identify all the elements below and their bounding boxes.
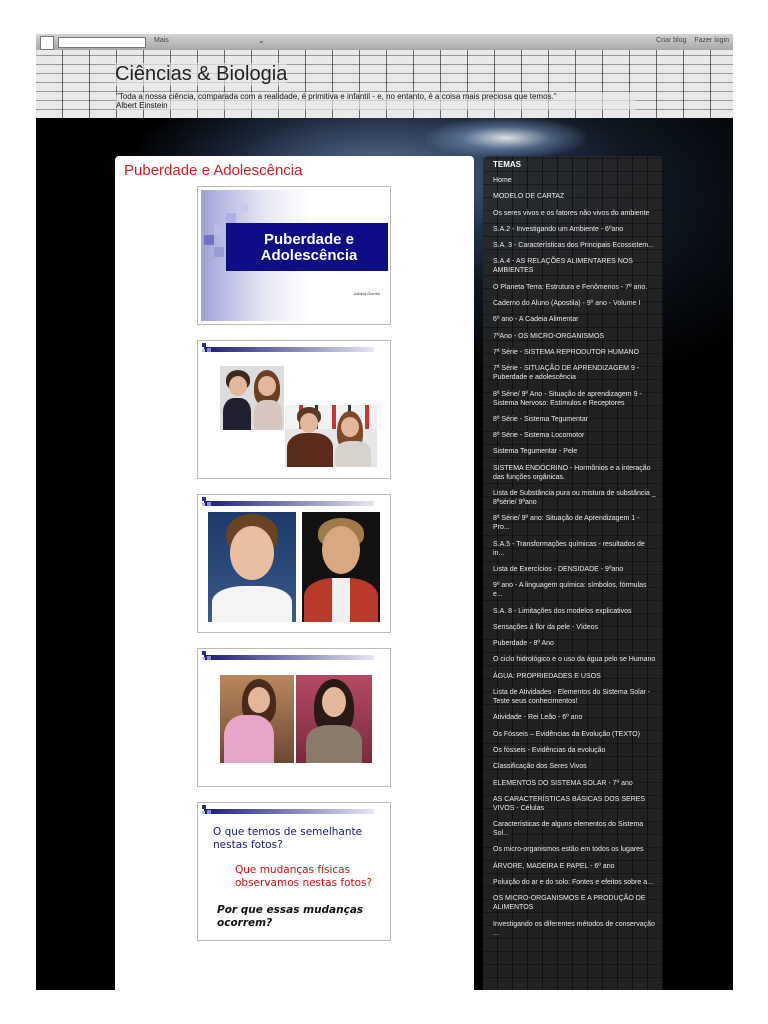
blog-description-quote: "Toda a nossa ciência, comparada com a realidade, é primitiva e infantil - e, no entanto, é a coisa mais preciosa que temos." <box>116 92 557 101</box>
sidebar-link[interactable]: O Planeta Terra: Estrutura e Fenômenos - 7º ano. <box>493 283 648 291</box>
create-blog-link[interactable]: Criar blog <box>656 37 687 44</box>
sidebar-link[interactable]: ELEMENTOS DO SISTEMA SOLAR - 7º ano <box>493 779 633 787</box>
face <box>229 376 247 396</box>
slide-image-1[interactable] <box>197 186 391 325</box>
earth-glow <box>426 118 586 158</box>
sidebar-link[interactable]: Atividade - Rei Leão - 6º ano <box>493 714 583 722</box>
body <box>335 441 371 467</box>
slide-decor-icon <box>202 805 212 815</box>
decor-square <box>214 247 224 257</box>
body <box>306 725 362 763</box>
sidebar-link[interactable]: S.A.5 - Transformações químicas - resultados de in... <box>493 540 645 557</box>
blogger-logo-icon[interactable] <box>40 36 54 50</box>
sidebar-link[interactable]: S.A.2 - Investigando um Ambiente - 6ºano <box>493 225 624 233</box>
sidebar-link[interactable]: AS CARACTERÍSTICAS BÁSICAS DOS SERES VIVOS - Células <box>493 795 646 812</box>
face <box>300 413 318 433</box>
sidebar-link[interactable]: Os seres vivos e os fatores não vivos do ambiente <box>493 209 650 217</box>
sidebar-link[interactable]: Lista de Atividades - Elementos do Sistema Solar - Teste seus conhecimentos! <box>493 689 651 706</box>
slide-image-4[interactable] <box>197 648 391 787</box>
slide-header-bar <box>204 501 374 506</box>
shirt <box>332 578 350 622</box>
sidebar-link[interactable]: ÁRVORE, MADEIRA E PAPEL - 6º ano <box>493 862 615 870</box>
sidebar-link[interactable]: 8ª Série/ 9º ano: Situação de Aprendizagem 1 - Pro... <box>493 515 640 532</box>
blog-description <box>116 92 636 110</box>
sidebar-link[interactable]: Investigando os diferentes métodos de conservação ... <box>493 920 655 937</box>
sidebar-link[interactable]: 7ª Série - SITUAÇÃO DE APRENDIZAGEM 9 - Puberdade e adolescência <box>493 365 640 382</box>
face <box>230 526 274 580</box>
sidebar-link[interactable]: 7ª Série - SISTEMA REPRODUTOR HUMANO <box>493 348 639 356</box>
slide-decor-icon <box>202 343 212 353</box>
slide-title-line-1: Puberdade e <box>263 231 355 248</box>
sidebar-link[interactable]: 8ª Série - Sistema Locomotor <box>493 432 585 440</box>
slide-image-3[interactable] <box>197 494 391 633</box>
login-link[interactable]: Fazer login <box>694 37 729 44</box>
body <box>223 398 251 430</box>
face <box>248 687 270 713</box>
face <box>258 376 276 396</box>
slide-author: Juliana Gomes <box>353 291 380 296</box>
sidebar-heading: TEMAS <box>493 160 521 169</box>
slide-image-2[interactable] <box>197 340 391 479</box>
sidebar-link[interactable]: Sensações à flor da pele - Vídeos <box>493 623 599 631</box>
photo-girl-young <box>220 675 294 763</box>
body <box>212 586 292 622</box>
blogger-navbar <box>36 34 733 51</box>
sidebar-link[interactable]: SISTEMA ENDÓCRINO - Hormônios e a interação das funções orgânicas. <box>493 464 651 481</box>
slide-title <box>234 232 384 264</box>
photo-kids <box>220 366 284 430</box>
page-frame <box>36 34 733 990</box>
slide-question-2: Que mudanças físicas observamos nestas fotos? <box>235 864 373 889</box>
sidebar-link[interactable]: Home <box>493 177 512 184</box>
decor-square <box>204 235 214 245</box>
slide-decor-icon <box>202 497 212 507</box>
slide-question-1: O que temos de semelhante nestas fotos? <box>213 826 363 851</box>
navbar-search-input[interactable] <box>58 37 146 48</box>
body <box>224 715 274 763</box>
sidebar-link[interactable]: 7ºAno - OS MICRO-ORGANISMOS <box>493 332 605 340</box>
navbar-more-link[interactable]: Mais <box>154 37 169 44</box>
chevron-down-icon[interactable]: ⌄ <box>258 36 265 45</box>
sidebar-link[interactable]: Poluição do ar e do solo: Fontes e efeitos sobre a... <box>493 878 653 886</box>
face <box>341 417 359 437</box>
decor-square <box>226 213 236 223</box>
sidebar-link[interactable]: O ciclo hidrológico e o uso da água pelo se Humano <box>493 656 656 664</box>
blog-header <box>36 50 733 118</box>
post-container <box>115 156 474 990</box>
sidebar-link[interactable]: Sistema Tegumentar - Pele <box>493 448 578 456</box>
sidebar-link[interactable]: Os Fósseis – Evidências da Evolução (TEXTO) <box>493 730 640 738</box>
blog-description-author: Albert Einstein <box>116 101 168 110</box>
body <box>287 433 333 467</box>
sidebar-link[interactable]: 8ª Série - Sistema Tegumentar <box>493 415 589 423</box>
slide-header-bar <box>204 809 374 814</box>
body <box>254 400 282 430</box>
sidebar-link[interactable]: Os fósseis - Evidências da evolução <box>493 746 606 754</box>
post-title[interactable]: Puberdade e Adolescência <box>124 162 303 179</box>
sidebar-link[interactable]: Puberdade - 8º Ano <box>493 640 554 648</box>
sidebar-link[interactable]: S.A. 3 - Características dos Principais Ecossistem... <box>493 242 655 250</box>
sidebar-link[interactable]: Lista de Exercícios - DENSIDADE - 9ºano <box>493 565 624 573</box>
decor-square <box>238 203 248 213</box>
sidebar-link[interactable]: 9º ano - A linguagem química: símbolos, fórmulas e... <box>493 582 647 599</box>
slide-header-bar <box>204 347 374 352</box>
navbar-right-links <box>650 37 729 44</box>
face <box>322 687 346 717</box>
photo-boy-young <box>208 512 296 622</box>
sidebar-link-list <box>493 176 656 945</box>
slide-question-3: Por que essas mudanças ocorrem? <box>217 904 364 929</box>
sidebar-link[interactable]: Os micro-organismos estão em todos os lugares <box>493 846 644 854</box>
slide-image-5[interactable] <box>197 802 391 941</box>
decor-square <box>214 225 224 235</box>
photo-girl-older <box>296 675 372 763</box>
slide-header-bar <box>204 655 374 660</box>
sidebar-link[interactable]: Características de alguns elementos do Sistema Sol... <box>493 821 644 838</box>
sidebar-temas <box>483 156 663 990</box>
sidebar-link[interactable]: S.A.4 - AS RELAÇÕES ALIMENTARES NOS AMBIENTES <box>493 258 633 275</box>
face <box>322 526 360 574</box>
sidebar-link[interactable]: ÁGUA: PROPRIEDADES E USOS <box>493 672 601 680</box>
slide-title-line-2: Adolescência <box>260 247 358 264</box>
sidebar-link[interactable]: 6º ano - A Cadeia Alimentar <box>493 316 579 324</box>
slide-decor-icon <box>202 651 212 661</box>
sidebar-link[interactable]: Lista de Substância pura ou mistura de substância _ 8ªsérie/ 9ºano <box>493 490 656 507</box>
photo-boy-older <box>302 512 380 622</box>
sidebar-link[interactable]: Classificação dos Seres Vivos <box>493 763 587 771</box>
blog-title[interactable]: Ciências & Biologia <box>115 63 288 85</box>
sidebar-link[interactable]: S.A. 8 - Limitações dos modelos explicativos <box>493 607 632 615</box>
photo-teens <box>285 405 377 467</box>
sidebar-link[interactable]: MODELO DE CARTAZ <box>493 193 565 201</box>
sidebar-link[interactable]: Caderno do Aluno (Apostila) - 9º ano - Volume I <box>493 300 641 308</box>
sidebar-link[interactable]: OS MICRO-ORGANISMOS E A PRODUÇÃO DE ALIMENTOS <box>493 895 646 912</box>
sidebar-link[interactable]: 8ª Série/ 9º Ano - Situação de aprendizagem 9 - Sistema Nervoso: Estímulos e Receptores <box>493 390 642 407</box>
